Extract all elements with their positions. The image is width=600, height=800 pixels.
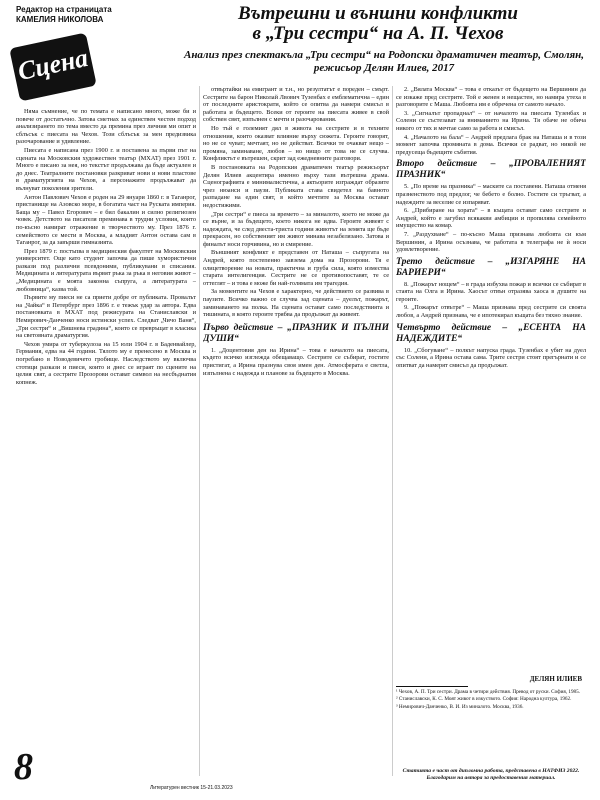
footnote: ³ Немирович-Данченко, В. И. Из миналото. Москва, 1936. <box>396 703 524 710</box>
title-line-1: Вътрешни и външни конфликти <box>237 3 519 24</box>
page-number: 8 <box>14 746 33 788</box>
article-title <box>158 4 598 44</box>
section-heading: Трето действие – „ИЗГАРЯНЕ НА БАРИЕРИ“ <box>396 256 586 278</box>
column-3 <box>396 86 586 676</box>
paragraph: 8. „Пожарът нощем“ – в града избухва пожар и всички се събират в стаята на Олга и Ирина. Хаосът отвън отразява хаоса в душите на героите. <box>396 280 586 303</box>
paragraph: „Три сестри“ е пиеса за времето – за миналото, което не може да се върне, и за бъдещето, което никога не идва. Героите живеят с надеждата, че след двеста-триста години животът на земята ще бъде прекрасен, но собственият им живот минава незабелязано. Затова и финалът носи горчивина, но и смирение. <box>203 210 389 248</box>
article-subtitle: Анализ през спектакъла „Три сестри“ на Родопски драматичен театър, Смолян, режисьор Делян Илиев, 2017 <box>183 49 584 74</box>
section-heading: Второ действие – „ПРОВАЛЕНИЯТ ПРАЗНИК“ <box>396 159 586 181</box>
paragraph: 4. „Началото на бала“ – Андрей предлага брак на Наташа и в този момент започва промяната в дома. Всички се радват, но никой не предусеща бъдещите събития. <box>396 133 586 156</box>
section-stamp <box>9 32 97 101</box>
column-2 <box>203 86 389 726</box>
section-heading: Четвърто действие – „ЕСЕНТА НА НАДЕЖДИТЕ“ <box>396 322 586 344</box>
paragraph: За моментите на Чехов е характерно, че действието се развива в паузите. Всичко важно се случва зад сцената – дуелът, пожарът, заминаването на полка. На сцената остават само последствията и тишината, в която героите трябва да продължат да живеят. <box>203 288 389 319</box>
footnote-rule <box>396 686 468 687</box>
editorial-note: Статията е част от дипломна работа, представена в НАТФИЗ 2022. Благодарим на автора за предоставения материал. <box>402 768 580 781</box>
paragraph: 5. „По време на празника“ – маските са поставени. Наташа отменя празненството под предлог, че бебето е болно. Гостите си тръгват, а надеждите за веселие се изпаряват. <box>396 183 586 206</box>
paragraph: Няма съмнение, че по темата е написано много, може би и повече от достатъчно. Затова сметнах за единствен честен подход анализирането по тема вместо да премина през личния ми опит и сблъсък с пиесата на Чехов. Този сблъсък за мен предизвика разочарование и удивление. <box>16 108 196 146</box>
editor-name: КАМЕЛИЯ НИКОЛОВА <box>16 15 104 24</box>
paragraph: 9. „Пожарът отвътре“ – Маша признава пред сестрите си своята любов, а Андрей признава, че е ипотекирал къщата без тяхно знание. <box>396 304 586 320</box>
paragraph: Чехов умира от туберкулоза на 15 юли 1904 г. в Баденвайлер, Германия, едва на 44 години. Тялото му е пренесено в Москва и погребано в Новодевичето гробище. Наследството му включва стотици разкази и пиеси, които и днес се играят по сцените на целия свят, а сестрите Прозорови остават символ на несбъднатия копнеж. <box>16 340 196 386</box>
editor-label: Редактор на страницата <box>16 5 112 14</box>
section-heading: Първо действие – „ПРАЗНИК И ПЪЛНИ ДУШИ“ <box>203 322 389 344</box>
author-signature: ДЕЛЯН ИЛИЕВ <box>529 675 582 683</box>
title-line-2: в „Три сестри“ на А. П. Чехов <box>252 23 504 44</box>
paragraph: Но тъй е големият дял в живота на сестрите и в техните отношения, които оказват влияние върху сюжета. Героите говорят, но не се чуват; мечтаят, но не действат. Всички те очакват нещо – промяна, заминаване, любов – но нищо от това не се случва. Конфликтът е вътрешен, скрит зад ежедневните разговори. <box>203 124 389 163</box>
paragraph: 2. „Вялата Москва“ – това е отказът от бъдещето на Вершинин да се изкаже пред сестрите. Той е женен и нещастен, но намира утеха в разговорите с Маша. Любовта им е обречена от самото начало. <box>396 86 586 109</box>
paragraph: 10. „Сбогуване“ – полкът напуска града. Тузенбах е убит на дуел със Солени, а Ирина остава сама. Трите сестри стоят прегърнати и се опитват да намерят смисъл да продължат. <box>396 346 586 369</box>
column-1 <box>16 108 196 748</box>
paragraph: Антон Павлович Чехов е роден на 29 януари 1860 г. в Таганрог, пристанище на Азовско море, в богатата част на Руската империя. Баща му – Павел Егорович – е бил бакалин и силно религиозен човек. Детството на писателя преминава в трудни условия, които по-късно намират отражение в творчеството му. През 1876 г. семейството се мести в Москва, а младият Антон остава сам в Таганрог, за да завърши гимназията. <box>16 193 196 247</box>
paragraph: 3. „Сигналът пропаднал“ – от началото на пиесата Тузенбах и Солени се състезават за вниманието на Ирина. Тя обаче не обича никого от тях и мечтае само за работа и смисъл. <box>396 109 586 132</box>
column-divider <box>392 86 393 776</box>
editor-credit <box>16 5 112 25</box>
footnote: ¹ Чехов, А. П. Три сестри. Драма в четири действия. Превод от руски. София, 1985. <box>396 689 581 695</box>
section-stamp-text: Сцена <box>15 42 91 87</box>
paragraph: 7. „Раздухване“ – по-късно Маша признава любовта си към Вершинин, а Ирина осъзнава, че работата в телеграфа не ѝ носи удовлетворение. <box>396 230 586 254</box>
paragraph: 6. „Прибиране на хората“ – в къщата остават само сестрите и Андрей, който е загубил всякакви амбиции и пропилява семейното имущество на комар. <box>396 207 586 230</box>
paragraph: 1. „Доцентовия ден на Ирина“ – това е началото на пиесата, където всичко изглежда обещаващо. Сестрите се събират, гостите пристигат, а Ирина празнува своя имен ден. Атмосферата е светла, изпълнена с надежда и планове за бъдещето в Москва. <box>203 346 389 377</box>
issue-info: Литературен вестник 15-21.03.2023 <box>150 785 233 791</box>
column-divider <box>199 86 200 776</box>
paragraph: отвъртайки на емигрант и т.н., но резултатът е пореден – смърт. Сестрите на барон Николай Лвович Тузенбах е емблематична – един от последните аристократи, който се опитва да намери смисъл в работата и бъдещето. Всеки от героите на пиесата живее в свой собствен свят, изпълнен с мечти и разочарования. <box>203 86 389 124</box>
footnote: ² Станиславски, К. С. Моят живот в изкуството. София: Народна култура, 1962. <box>396 696 572 703</box>
paragraph: Първите му пиеси не са приети добре от публиката. Провалът на „Чайка“ в Петербург през 1896 г. е тежък удар за автора. Едва постановката в МХАТ под режисурата на Станиславски и Немирович-Данченко носи истински успех. Следват „Чичо Ваня“, „Три сестри“ и „Вишнева градина“, които се превръщат в класика на световната драматургия. <box>16 294 196 340</box>
paragraph: В постановката на Родопския драматичен театър режисьорът Делян Илиев акцентира именно върху тази вътрешна драма. Сценографията е минималистична, а актьорите изграждат образите чрез нюанси и паузи. Публиката става свидетел на бавното разпадане на един свят, в който мечтите за Москва остават недостижими. <box>203 163 389 209</box>
footnotes <box>396 689 586 711</box>
paragraph: През 1879 г. постъпва в медицинския факултет на Московския университет. Още като студент започва да пише хумористични разкази под различни псевдоними, публикувани в списания. Медицината и литературата вървят ръка за ръка в неговия живот – „Медицината е моята законна съпруга, а литературата – любовница“, казва той. <box>16 247 196 293</box>
paragraph: Пиесата е написана през 1900 г. и поставена за първи път на сцената на Московския художествен театър (МХАТ) през 1901 г. Много е писано за нея, но текстът продължава да бъде актуален и до днес. Театралните постановки разкриват нови и нови пластове в драматургията на Чехов, а персонажите продължават да вълнуват поколения зрители. <box>16 146 196 192</box>
paragraph: Външният конфликт е представен от Наташа – съпругата на Андрей, която постепенно завзема дома на Прозорови. Тя е олицетворение на новата, практична и груба сила, която измества старата интелигенция. Сестрите не се противопоставят, те се оттеглят – и това е може би най-голямата им трагедия. <box>203 249 389 287</box>
